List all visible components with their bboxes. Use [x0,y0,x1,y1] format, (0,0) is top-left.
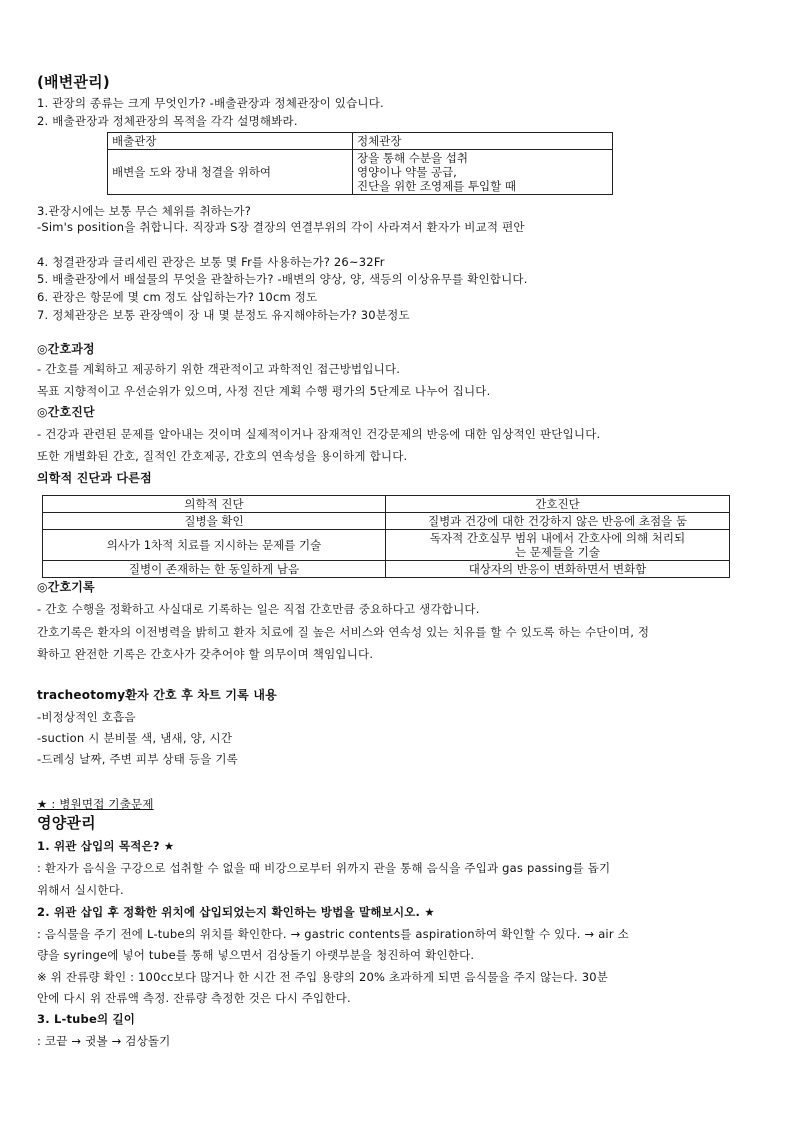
enema-col2-cell [353,150,613,195]
excretion-q3: 3.관장시에는 보통 무슨 체위를 취하는가? [37,204,252,218]
excretion-a3: -Sim's position을 취합니다. 직장과 S장 결장의 연결부위의 각이 사라져서 환자가 비교적 편안 [37,220,525,234]
tracheostomy-heading: tracheotomy환자 간호 후 차트 기록 내용 [37,688,277,702]
diagnosis-compare-table [42,495,730,578]
nutrition-a3: : 코끝 → 귓볼 → 검상돌기 [37,1034,171,1048]
enema-col2-header: 정체관장 [353,133,613,150]
nursing-process-line: - 간호를 계획하고 제공하기 위한 객관적이고 과학적인 접근방법입니다. [37,362,401,376]
nursing-record-heading: ◎간호기록 [37,580,95,594]
excretion-heading: (배변관리) [37,73,110,91]
compare-cell: 의사가 1차적 치료를 지시하는 문제를 기술 [43,530,386,561]
compare-title: 의학적 진단과 다른점 [37,471,152,485]
nutrition-a2: 량을 syringe에 넣어 tube를 통해 넣으면서 검상돌기 아랫부분을 청진하여 확인한다. [37,948,475,962]
excretion-q6: 6. 관장은 항문에 몇 cm 정도 삽입하는가? 10cm 정도 [37,290,318,304]
tracheostomy-item: -비정상적인 호흡음 [37,710,136,724]
tracheostomy-item: -suction 시 분비물 색, 냄새, 양, 시간 [37,731,233,745]
excretion-q2: 2. 배출관장과 정체관장의 목적을 각각 설명해봐라. [37,114,298,128]
enema-col2-line: 진단을 위한 조영제를 투입할 때 [357,179,517,193]
nutrition-q2: 2. 위관 삽입 후 정확한 위치에 삽입되었는지 확인하는 방법을 말해보시오. ★ [37,905,435,919]
compare-cell: 독자적 간호실무 범위 내에서 간호사에 의해 처리되는 문제들을 기술 [386,530,730,561]
excretion-q4: 4. 청결관장과 글리세린 관장은 보통 몇 Fr를 사용하는가? 26~32Fr [37,255,385,269]
excretion-q1: 1. 관장의 종류는 크게 무엇인가? -배출관장과 정체관장이 있습니다. [37,96,384,110]
compare-cell: 질병이 존재하는 한 동일하게 남음 [43,561,386,578]
excretion-q5: 5. 배출관장에서 배설물의 무엇을 관찰하는가? -배변의 양상, 양, 색등의 이상유무를 확인합니다. [37,272,528,286]
nursing-process-line: 목표 지향적이고 우선순위가 있으며, 사정 진단 계획 수행 평가의 5단계로 나누어 집니다. [37,384,491,398]
nutrition-q3: 3. L-tube의 길이 [37,1012,136,1026]
nutrition-a1: 위해서 실시한다. [37,883,124,897]
compare-cell: 대상자의 반응이 변화하면서 변화함 [386,561,730,578]
nursing-diagnosis-line: 또한 개별화된 간호, 질적인 간호제공, 간호의 연속성을 용이하게 합니다. [37,449,408,463]
tracheostomy-item: -드레싱 날짜, 주변 피부 상태 등을 기록 [37,752,238,766]
enema-col2-line: 장을 통해 수분을 섭취 [357,151,468,165]
compare-cell: 질병과 건강에 대한 건강하지 않은 반응에 초점을 둠 [386,513,730,530]
compare-header-right: 간호진단 [386,496,730,513]
enema-col1-text: 배변을 도와 장내 청결을 위하여 [108,150,353,195]
nursing-diagnosis-line: - 건강과 관련된 문제를 알아내는 것이며 실제적이거나 잠재적인 건강문제의 반응에 대한 임상적인 판단입니다. [37,427,601,441]
nutrition-note: 안에 다시 위 잔류액 측정. 잔류량 측정한 것은 다시 주입한다. [37,991,351,1005]
nursing-diagnosis-heading: ◎간호진단 [37,405,95,419]
star-note: ★ : 병원면접 기출문제 [37,797,154,811]
nutrition-a2: : 음식물을 주기 전에 L-tube의 위치를 확인한다. → gastric contents를 aspiration하여 확인할 수 있다. → air 소 [37,927,629,941]
nursing-record-line: - 간호 수행을 정확하고 사실대로 기록하는 일은 직접 간호만큼 중요하다고 생각합니다. [37,602,480,616]
nutrition-q1: 1. 위관 삽입의 목적은? ★ [37,839,175,853]
enema-col2-line: 영양이나 약물 공급, [357,165,457,179]
nursing-record-line: 확하고 완전한 기록은 간호사가 갖추어야 할 의무이며 책임입니다. [37,647,374,661]
compare-header-left: 의학적 진단 [43,496,386,513]
nutrition-heading: 영양관리 [37,814,96,832]
nutrition-note: ※ 위 잔류량 확인 : 100cc보다 많거나 한 시간 전 주입 용량의 20% 초과하게 되면 음식물을 주지 않는다. 30분 [37,970,609,984]
enema-col1-header: 배출관장 [108,133,353,150]
compare-cell: 질병을 확인 [43,513,386,530]
nutrition-a1: : 환자가 음식을 구강으로 섭취할 수 없을 때 비강으로부터 위까지 관을 통해 음식을 주입과 gas passing를 돕기 [37,861,611,875]
excretion-q7: 7. 정체관장은 보통 관장액이 장 내 몇 분정도 유지해야하는가? 30분정도 [37,308,410,322]
nursing-record-line: 간호기록은 환자의 이전병력을 밝히고 환자 치료에 질 높은 서비스와 연속성 있는 치유를 할 수 있도록 하는 수단이며, 정 [37,625,650,639]
nursing-process-heading: ◎간호과정 [37,342,95,356]
enema-table [107,132,613,195]
